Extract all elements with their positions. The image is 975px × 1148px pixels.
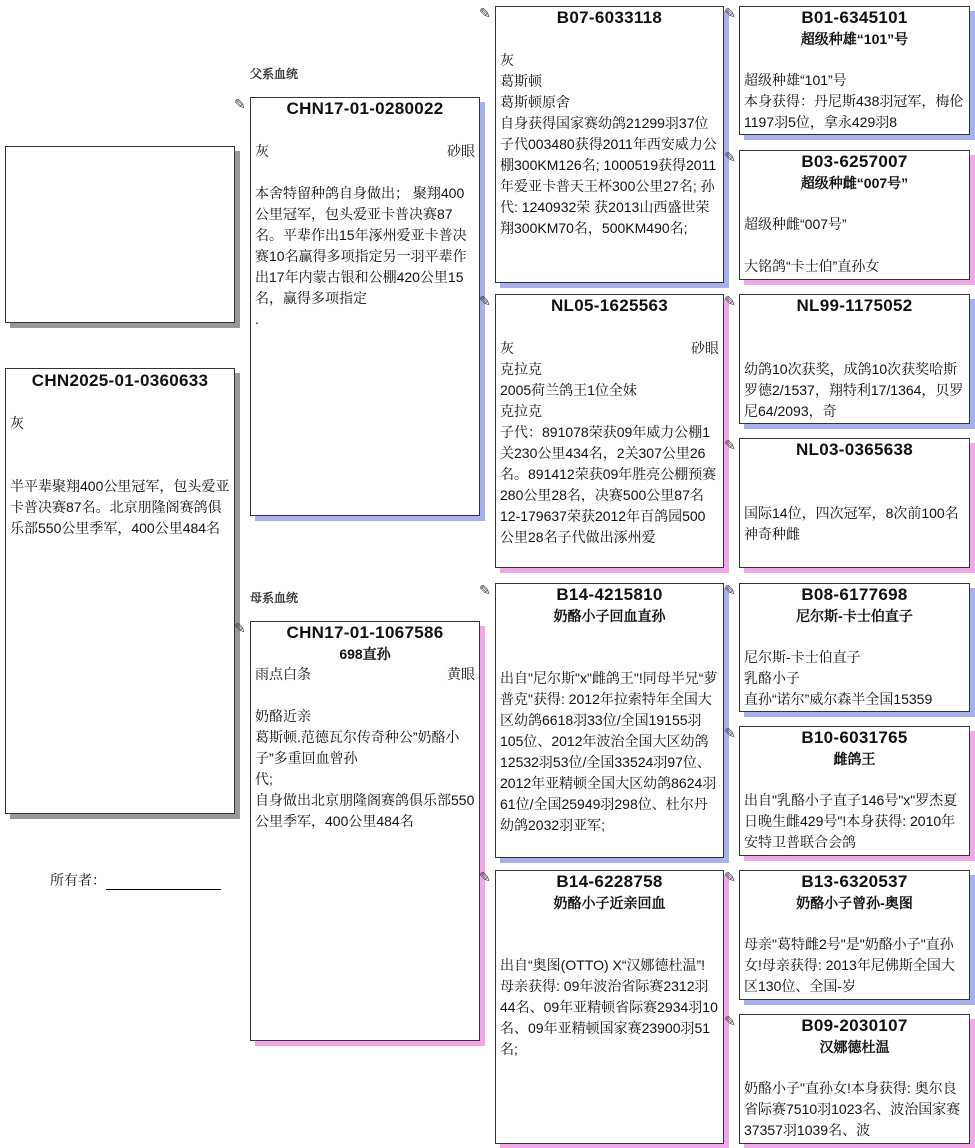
- dam-ring: CHN17-01-1067586: [286, 623, 444, 642]
- ancestor-card[interactable]: [739, 870, 970, 1000]
- card-color: 灰: [500, 340, 514, 356]
- card-ring: NL05-1625563: [550, 296, 668, 315]
- dam-line-label: 母系血统: [250, 591, 299, 605]
- edit-icon[interactable]: ✎: [479, 293, 491, 309]
- ancestor-card[interactable]: [739, 726, 970, 856]
- owner-line[interactable]: [106, 875, 221, 890]
- dam-eye: 黄眼: [447, 666, 475, 682]
- card-body: 母亲"葛特雌2号"是"奶酪小子"直孙女!母亲获得: 2013年尼佛斯全国大区130位、全国-岁: [744, 936, 955, 994]
- grandsire-paternal-card[interactable]: [495, 6, 724, 283]
- grandsire-maternal-card[interactable]: [495, 583, 724, 858]
- subject-card: [5, 368, 235, 814]
- edit-icon[interactable]: ✎: [479, 869, 491, 885]
- subject-body: 半平辈聚翔400公里冠军，包头爱亚卡普决赛87名。北京朋隆阁赛鸽俱乐部550公里季军，400公里484名: [10, 478, 230, 536]
- card-ring: NL03-0365638: [795, 440, 913, 459]
- edit-icon[interactable]: ✎: [234, 96, 246, 112]
- card-subtitle: 超级种雄“101”号: [800, 31, 909, 47]
- card-body: 尼尔斯-卡士伯直子 乳酪小子 直孙“诺尔”威尔森半全国15359: [744, 649, 933, 707]
- sire-line-label: 父系血统: [250, 67, 299, 81]
- dam-color: 雨点白条: [255, 666, 311, 682]
- card-body: 超级种雄“101”号 本身获得：丹尼斯438羽冠军，梅伦1197羽5位，拿永429羽8: [744, 72, 964, 130]
- subject-color: 灰: [10, 415, 24, 431]
- card-subtitle: 汉娜德杜温: [819, 1039, 890, 1055]
- edit-icon[interactable]: ✎: [724, 149, 736, 165]
- card-body: 超级种雌“007号” 大铭鸽“卡士伯”直孙女: [744, 216, 880, 274]
- granddam-maternal-card[interactable]: [495, 870, 724, 1144]
- edit-icon[interactable]: ✎: [724, 582, 736, 598]
- card-eye: 砂眼: [691, 340, 719, 356]
- sire-body: 本舍特留种鸽自身做出； 聚翔400公里冠军，包头爱亚卡普决赛87名。平辈作出15年涿州爱亚卡普决赛10名赢得多项指定另一羽平辈作出17年内蒙古银和公棚420公里15名，赢得多项指定 .: [255, 185, 467, 327]
- card-body: 克拉克 2005荷兰鸽王1位全妹 克拉克 子代：891078荣获09年威力公棚1关230公里434名，2关307公里26名。891412荣获09年胜亮公棚预赛280公里28名，决赛500公里87名 12-179637荣获2012年百鸽园500公里28名子代做出涿州爱: [500, 361, 717, 545]
- owner-field[interactable]: [50, 870, 221, 890]
- sire-ring: CHN17-01-0280022: [286, 99, 444, 118]
- card-ring: B14-4215810: [556, 585, 663, 604]
- card-ring: B13-6320537: [801, 872, 908, 891]
- card-body: 出自"乳酪小子直子146号"x"罗杰夏日晚生雌429号"!本身获得: 2010年安特卫普联合会鸽: [744, 792, 958, 850]
- card-ring: B07-6033118: [556, 8, 663, 27]
- card-ring: B10-6031765: [801, 728, 908, 747]
- edit-icon[interactable]: ✎: [724, 725, 736, 741]
- card-subtitle: 超级种雌“007号”: [800, 175, 909, 191]
- card-body: 国际14位，四次冠军，8次前100名 神奇种雌: [744, 505, 959, 542]
- owner-label: 所有者：: [50, 872, 106, 888]
- card-ring: B01-6345101: [801, 8, 908, 27]
- card-subtitle: 雌鸽王: [833, 751, 876, 767]
- card-ring: NL99-1175052: [796, 296, 913, 315]
- edit-icon[interactable]: ✎: [479, 5, 491, 21]
- edit-icon[interactable]: ✎: [479, 582, 491, 598]
- card-body: 幼鸽10次获奖，成鸽10次获奖哈斯罗德2/1537，翔特利17/1364，贝罗尼64/2093，奇: [744, 361, 964, 419]
- edit-icon[interactable]: ✎: [724, 5, 736, 21]
- card-ring: B03-6257007: [801, 152, 908, 171]
- subject-ring: CHN2025-01-0360633: [31, 371, 209, 390]
- sire-color: 灰: [255, 143, 269, 159]
- card-subtitle: 尼尔斯-卡士伯直子: [796, 608, 913, 624]
- card-subtitle: 奶酪小子回血直孙: [553, 608, 666, 624]
- ancestor-card[interactable]: [739, 150, 970, 280]
- card-subtitle: 奶酪小子近亲回血: [553, 895, 666, 911]
- card-body: 灰 葛斯顿 葛斯顿原舍 自身获得国家赛幼鸽21299羽37位 子代003480获得2011年西安威力公棚300KM126名; 1000519获得2011年爱亚卡普天王杯300公里27名; 孙代: 1240932荣 获2013山西盛世荣翔300KM70名，500KM490名;: [500, 52, 717, 236]
- edit-icon[interactable]: ✎: [724, 1013, 736, 1029]
- edit-icon[interactable]: ✎: [724, 293, 736, 309]
- ancestor-card[interactable]: [739, 583, 970, 712]
- ancestor-card[interactable]: [739, 1014, 970, 1144]
- dam-card[interactable]: [250, 621, 480, 1041]
- granddam-paternal-card[interactable]: [495, 294, 724, 568]
- edit-icon[interactable]: ✎: [234, 620, 246, 636]
- card-ring: B08-6177698: [801, 585, 908, 604]
- sire-card[interactable]: [250, 97, 480, 516]
- ancestor-card[interactable]: [739, 6, 970, 135]
- card-ring: B14-6228758: [556, 872, 663, 891]
- card-body: 奶酪小子"直孙女!本身获得: 奥尔良省际赛7510羽1023名、波治国家赛37357羽1039名、波: [744, 1080, 961, 1138]
- ancestor-card[interactable]: [739, 294, 970, 424]
- card-ring: B09-2030107: [801, 1016, 908, 1035]
- photo-box: [5, 146, 235, 323]
- dam-subtitle: 698直孙: [339, 646, 391, 662]
- sire-eye: 砂眼: [447, 143, 475, 159]
- card-body: 出自"尼尔斯"x"雌鸽王"!同母半兄“萝普克"获得: 2012年拉索特年全国大区幼鸽6618羽33位/全国19155羽105位、2012年波治全国大区幼鸽12532羽53位/全国33524羽97位、2012年亚精顿全国大区幼鸽8624羽61位/全国25949羽298位、杜尔丹幼鸽2032羽亚军;: [500, 670, 718, 833]
- card-body: 出自“奥图(OTTO) X“汉娜德杜温”!母亲获得: 09年波治省际赛2312羽44名、09年亚精顿省际赛2934羽10名、09年亚精顿国家赛23900羽51名;: [500, 957, 718, 1057]
- card-subtitle: 奶酪小子曾孙-奥图: [796, 895, 913, 911]
- dam-body: 奶酪近亲 葛斯顿.范德瓦尔传奇种公”奶酪小子”多重回血曾孙 代; 自身做出北京朋隆阁赛鸽俱乐部550公里季军，400公里484名: [255, 708, 475, 829]
- edit-icon[interactable]: ✎: [724, 437, 736, 453]
- ancestor-card[interactable]: [739, 438, 970, 568]
- edit-icon[interactable]: ✎: [724, 869, 736, 885]
